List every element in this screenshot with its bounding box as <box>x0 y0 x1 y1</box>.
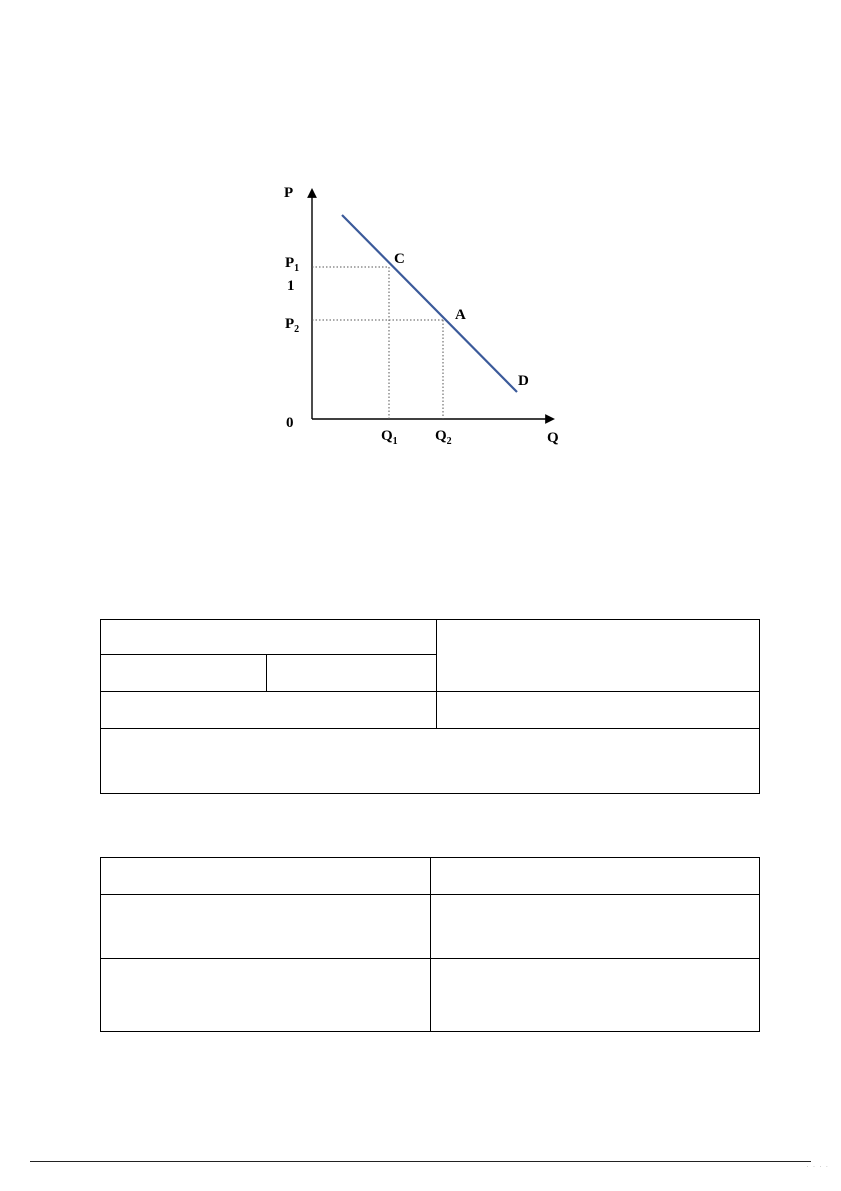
point-c-label: C <box>394 251 405 267</box>
demand-curve <box>342 215 517 392</box>
table-2-cell <box>431 858 760 895</box>
price-tick-p1: $P_1$ <box>285 255 300 274</box>
table-1-cell <box>267 655 437 692</box>
table-1-cell <box>101 729 760 794</box>
table-2-cell <box>101 895 431 959</box>
table-1-cell <box>101 655 267 692</box>
table-1-cell <box>101 620 437 655</box>
table-1-cell <box>437 692 760 729</box>
table-2-cell <box>431 959 760 1032</box>
price-tick-extra: 1 <box>287 278 295 294</box>
footer-marks: · · · · <box>806 1163 829 1171</box>
curve-d-label: D <box>518 373 529 389</box>
demand-curve-diagram <box>270 170 580 460</box>
origin-label: 0 <box>286 415 294 431</box>
footer-rule <box>30 1161 811 1162</box>
answer-table-2 <box>100 857 760 1032</box>
table-2-cell <box>101 959 431 1032</box>
table-2-cell <box>101 858 431 895</box>
quantity-tick-q1: $Q_1$ <box>381 428 398 447</box>
quantity-axis-label: Q <box>547 430 559 446</box>
point-a-label: A <box>455 307 466 323</box>
table-1-cell <box>437 620 760 692</box>
table-2-cell <box>431 895 760 959</box>
table-1-cell <box>101 692 437 729</box>
answer-table-1 <box>100 619 760 794</box>
price-tick-p2: $P_2$ <box>285 316 300 335</box>
price-axis-label: P <box>284 185 294 201</box>
quantity-tick-q2: $Q_2$ <box>435 428 452 447</box>
